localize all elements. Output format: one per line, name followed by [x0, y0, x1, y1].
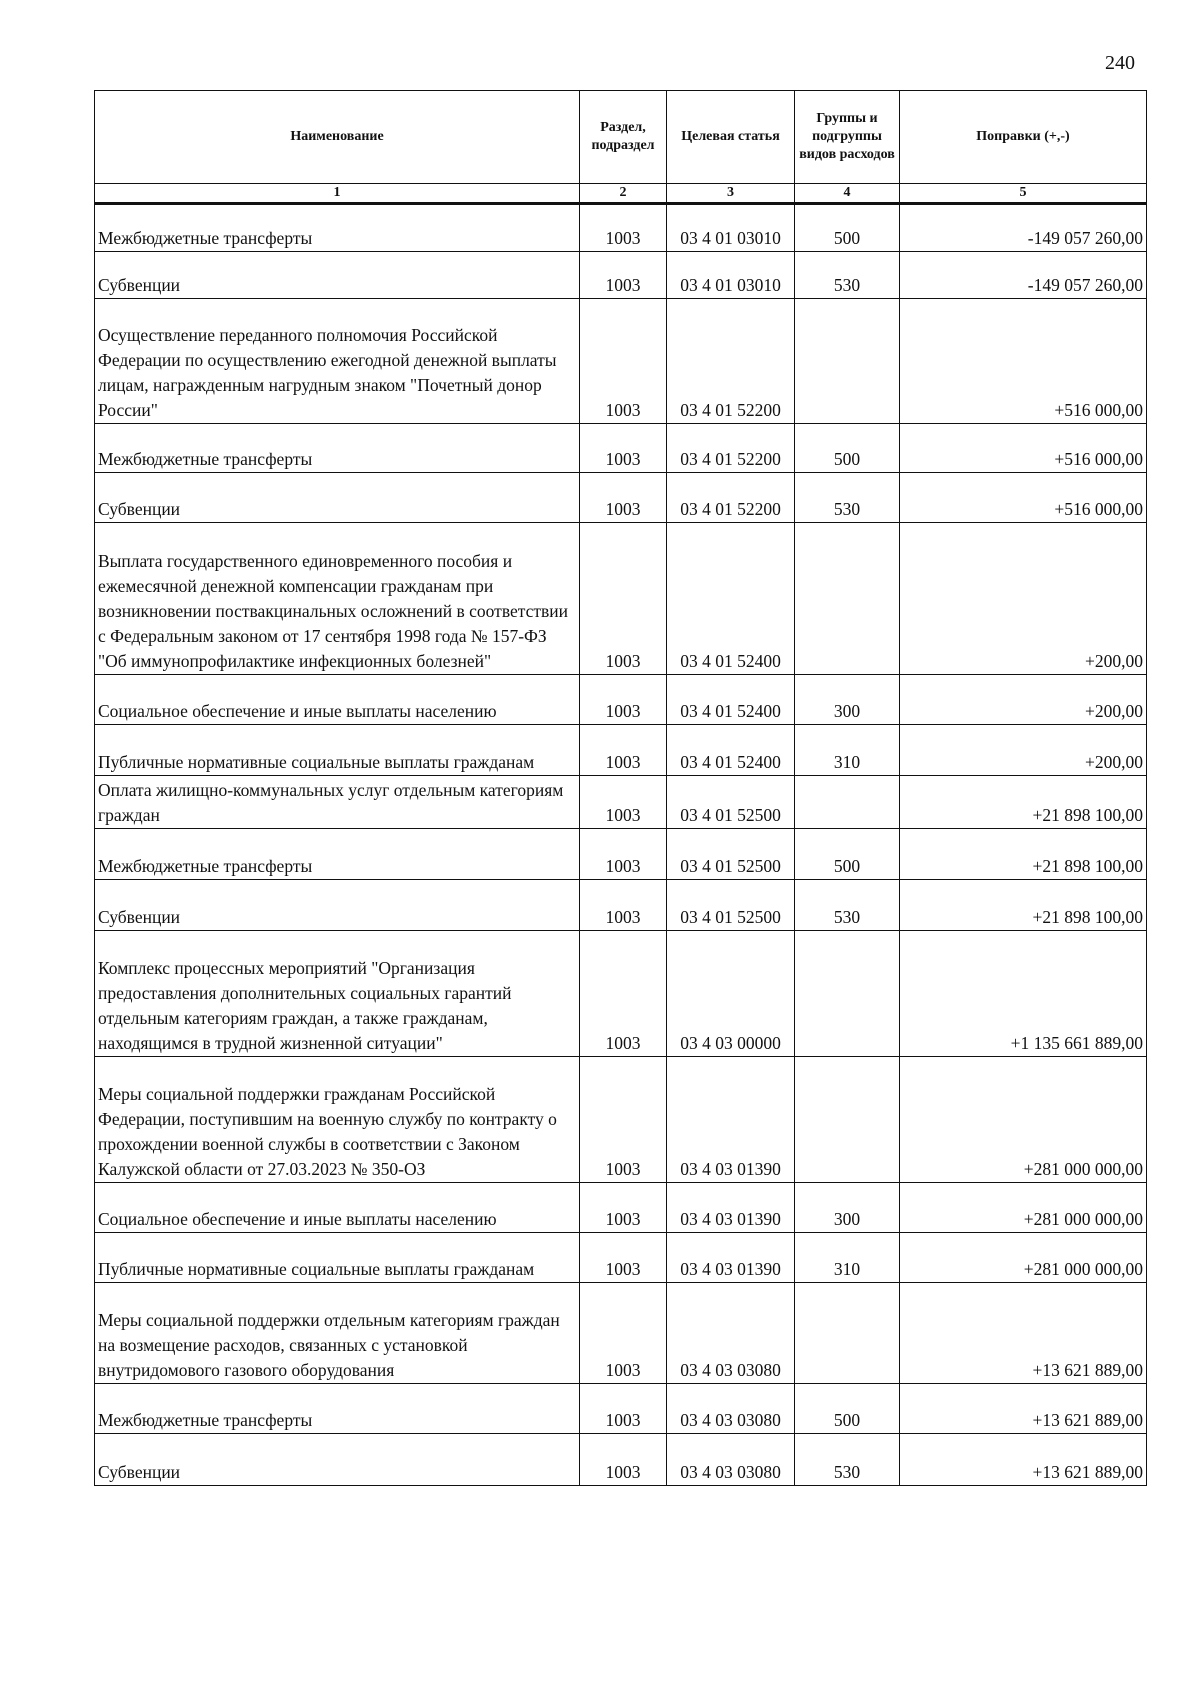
row-section: 1003: [580, 725, 667, 776]
row-section: 1003: [580, 776, 667, 829]
row-section: 1003: [580, 1283, 667, 1384]
row-expense-group: 310: [795, 1233, 900, 1283]
row-target-article: 03 4 01 03010: [667, 204, 795, 252]
table-row: [95, 1434, 1147, 1486]
row-section: 1003: [580, 424, 667, 473]
row-name: Осуществление переданного полномочия Российской Федерации по осуществлению ежегодной денежной выплаты лицам, награжденным нагрудным знаком "Почетный донор России": [95, 299, 580, 424]
row-target-article: 03 4 01 52500: [667, 829, 795, 880]
row-amount: +281 000 000,00: [900, 1057, 1147, 1183]
row-name: Публичные нормативные социальные выплаты гражданам: [95, 1233, 580, 1283]
column-number: 4: [795, 184, 900, 204]
row-section: 1003: [580, 252, 667, 299]
header-expense-group: Группы и подгруппы видов расходов: [795, 91, 900, 184]
table-row: [95, 473, 1147, 523]
row-amount: +516 000,00: [900, 299, 1147, 424]
row-expense-group: 500: [795, 424, 900, 473]
row-expense-group: 530: [795, 252, 900, 299]
row-section: 1003: [580, 1233, 667, 1283]
column-number: 3: [667, 184, 795, 204]
row-amount: +13 621 889,00: [900, 1434, 1147, 1486]
row-name: Субвенции: [95, 473, 580, 523]
table-row: [95, 299, 1147, 424]
row-amount: +281 000 000,00: [900, 1233, 1147, 1283]
row-target-article: 03 4 01 52500: [667, 776, 795, 829]
column-number: 2: [580, 184, 667, 204]
row-section: 1003: [580, 1384, 667, 1434]
row-expense-group: 300: [795, 1183, 900, 1233]
row-expense-group: [795, 299, 900, 424]
row-name: Межбюджетные трансферты: [95, 1384, 580, 1434]
row-name: Субвенции: [95, 1434, 580, 1486]
row-target-article: 03 4 03 01390: [667, 1057, 795, 1183]
table-row: [95, 1183, 1147, 1233]
row-target-article: 03 4 01 52400: [667, 725, 795, 776]
row-section: 1003: [580, 675, 667, 725]
table-column-numbers-row: [95, 184, 1147, 204]
row-name: Социальное обеспечение и иные выплаты населению: [95, 1183, 580, 1233]
row-amount: +13 621 889,00: [900, 1283, 1147, 1384]
row-target-article: 03 4 03 00000: [667, 931, 795, 1057]
row-section: 1003: [580, 1434, 667, 1486]
row-target-article: 03 4 01 52400: [667, 675, 795, 725]
row-section: 1003: [580, 1057, 667, 1183]
row-amount: +21 898 100,00: [900, 776, 1147, 829]
row-name: Меры социальной поддержки отдельным категориям граждан на возмещение расходов, связанных с установкой внутридомового газового оборудования: [95, 1283, 580, 1384]
row-section: 1003: [580, 829, 667, 880]
row-section: 1003: [580, 299, 667, 424]
row-name: Комплекс процессных мероприятий "Организация предоставления дополнительных социальных гарантий отдельным категориям граждан, а также гражданам, находящимся в трудной жизненной ситуации": [95, 931, 580, 1057]
budget-amendments-table: [94, 90, 1147, 1486]
column-number: 1: [95, 184, 580, 204]
table-row: [95, 523, 1147, 675]
row-target-article: 03 4 01 03010: [667, 252, 795, 299]
table-row: [95, 204, 1147, 252]
row-amount: -149 057 260,00: [900, 204, 1147, 252]
column-number: 5: [900, 184, 1147, 204]
row-name: Меры социальной поддержки гражданам Российской Федерации, поступившим на военную службу по контракту о прохождении военной службы в соответствии с Законом Калужской области от 27.03.2023 № 350-ОЗ: [95, 1057, 580, 1183]
row-target-article: 03 4 03 01390: [667, 1183, 795, 1233]
row-expense-group: 300: [795, 675, 900, 725]
row-name: Межбюджетные трансферты: [95, 424, 580, 473]
row-name: Субвенции: [95, 880, 580, 931]
row-target-article: 03 4 01 52500: [667, 880, 795, 931]
row-section: 1003: [580, 931, 667, 1057]
row-expense-group: [795, 1057, 900, 1183]
table-header-row: [95, 91, 1147, 184]
row-expense-group: 500: [795, 204, 900, 252]
row-name: Выплата государственного единовременного пособия и ежемесячной денежной компенсации гражданам при возникновении поствакцинальных осложнений в соответствии с Федеральным законом от 17 сентября 1998 года № 157-ФЗ "Об иммунопрофилактике инфекционных болезней": [95, 523, 580, 675]
row-expense-group: [795, 1283, 900, 1384]
row-expense-group: [795, 523, 900, 675]
row-target-article: 03 4 01 52200: [667, 473, 795, 523]
row-amount: -149 057 260,00: [900, 252, 1147, 299]
row-section: 1003: [580, 1183, 667, 1233]
row-expense-group: 530: [795, 880, 900, 931]
table-row: [95, 829, 1147, 880]
row-name: Межбюджетные трансферты: [95, 204, 580, 252]
header-amendments: Поправки (+,-): [900, 91, 1147, 184]
table-row: [95, 1384, 1147, 1434]
row-expense-group: [795, 931, 900, 1057]
row-amount: +516 000,00: [900, 424, 1147, 473]
row-amount: +13 621 889,00: [900, 1384, 1147, 1434]
table-row: [95, 1283, 1147, 1384]
row-name: Социальное обеспечение и иные выплаты населению: [95, 675, 580, 725]
row-amount: +1 135 661 889,00: [900, 931, 1147, 1057]
row-name: Оплата жилищно-коммунальных услуг отдельным категориям граждан: [95, 776, 580, 829]
row-expense-group: 500: [795, 829, 900, 880]
table-row: [95, 1233, 1147, 1283]
row-section: 1003: [580, 880, 667, 931]
table-row: [95, 931, 1147, 1057]
row-expense-group: [795, 776, 900, 829]
row-expense-group: 310: [795, 725, 900, 776]
row-amount: +200,00: [900, 725, 1147, 776]
row-name: Межбюджетные трансферты: [95, 829, 580, 880]
row-section: 1003: [580, 523, 667, 675]
row-target-article: 03 4 01 52400: [667, 523, 795, 675]
row-target-article: 03 4 03 03080: [667, 1384, 795, 1434]
table-row: [95, 675, 1147, 725]
table-row: [95, 776, 1147, 829]
row-target-article: 03 4 03 03080: [667, 1434, 795, 1486]
row-target-article: 03 4 03 01390: [667, 1233, 795, 1283]
row-expense-group: 530: [795, 473, 900, 523]
row-amount: +516 000,00: [900, 473, 1147, 523]
row-expense-group: 530: [795, 1434, 900, 1486]
row-amount: +281 000 000,00: [900, 1183, 1147, 1233]
row-amount: +200,00: [900, 523, 1147, 675]
row-target-article: 03 4 03 03080: [667, 1283, 795, 1384]
row-section: 1003: [580, 473, 667, 523]
row-expense-group: 500: [795, 1384, 900, 1434]
table-row: [95, 880, 1147, 931]
row-target-article: 03 4 01 52200: [667, 424, 795, 473]
row-section: 1003: [580, 204, 667, 252]
row-amount: +21 898 100,00: [900, 829, 1147, 880]
table-row: [95, 252, 1147, 299]
header-section: Раздел, подраздел: [580, 91, 667, 184]
table-row: [95, 1057, 1147, 1183]
row-amount: +200,00: [900, 675, 1147, 725]
page-number: 240: [1105, 52, 1135, 74]
row-name: Публичные нормативные социальные выплаты гражданам: [95, 725, 580, 776]
table-row: [95, 424, 1147, 473]
header-target-article: Целевая статья: [667, 91, 795, 184]
header-name: Наименование: [95, 91, 580, 184]
row-target-article: 03 4 01 52200: [667, 299, 795, 424]
row-name: Субвенции: [95, 252, 580, 299]
table-row: [95, 725, 1147, 776]
row-amount: +21 898 100,00: [900, 880, 1147, 931]
